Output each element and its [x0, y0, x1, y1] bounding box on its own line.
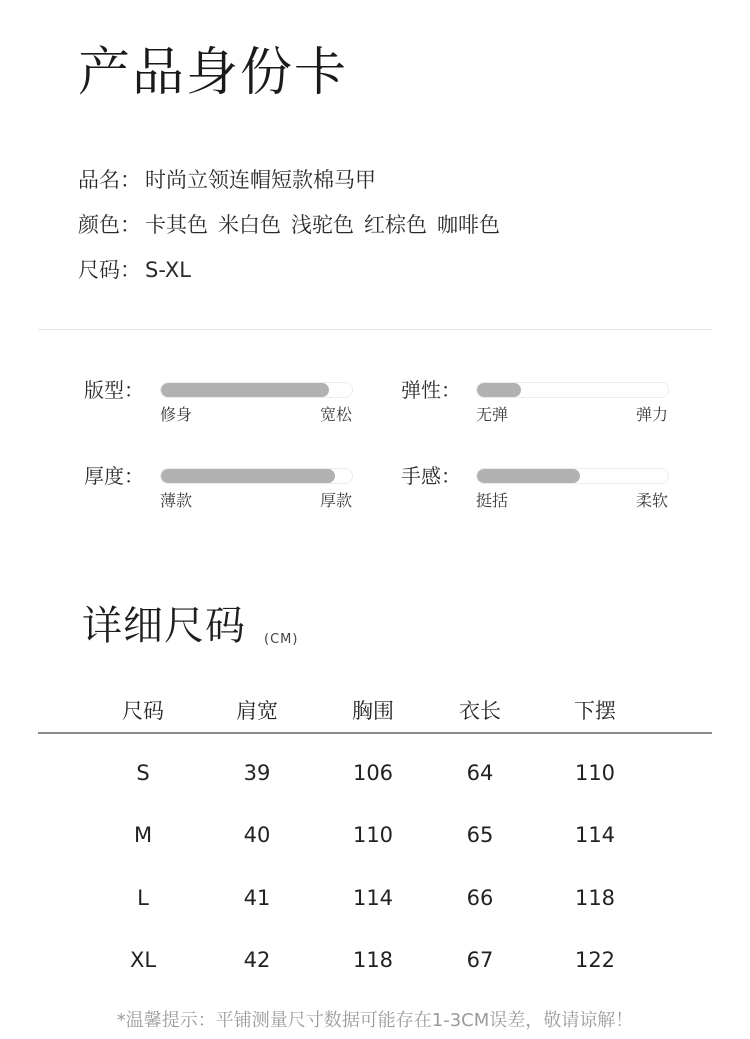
table-cell: 39: [243, 761, 271, 785]
table-cell: S: [136, 761, 150, 785]
attr-stretch-label: 弹性：: [401, 378, 461, 402]
table-header-shoulder: 肩宽: [236, 699, 278, 723]
attr-thickness-high: 厚款: [320, 491, 353, 510]
table-cell: 42: [243, 948, 271, 972]
table-header-chest: 胸围: [352, 699, 394, 723]
attr-feel-bar: [476, 468, 669, 484]
table-cell: 110: [574, 761, 616, 785]
product-size-label: 尺码：: [78, 258, 141, 282]
table-cell: 114: [352, 886, 394, 910]
table-cell: 122: [574, 948, 616, 972]
product-color-label: 颜色：: [78, 213, 141, 237]
table-cell: 114: [574, 823, 616, 847]
attr-feel-low: 挺括: [476, 491, 509, 510]
table-header-length: 衣长: [459, 699, 501, 723]
table-cell: 110: [352, 823, 394, 847]
table-cell: 64: [466, 761, 494, 785]
attr-fit-bar: [160, 382, 353, 398]
product-color-row: [78, 210, 510, 240]
color-option: 浅驼色: [291, 213, 354, 237]
section-divider: [38, 329, 712, 330]
product-name-label: 品名：: [78, 168, 141, 192]
table-header-size: 尺码: [122, 699, 164, 723]
size-unit: (CM): [264, 632, 299, 647]
product-name-value: 时尚立领连帽短款棉马甲: [145, 168, 376, 192]
product-size-row: [78, 255, 191, 285]
page-title: 产品身份卡: [78, 43, 349, 103]
measurement-note: *温馨提示：平铺测量尺寸数据可能存在1-3CM误差，敬请谅解！: [116, 1010, 634, 1031]
table-cell: L: [137, 886, 149, 910]
table-cell: 41: [243, 886, 271, 910]
table-header-rule: [38, 732, 712, 734]
product-name-row: [78, 165, 376, 195]
attr-fit-label: 版型：: [84, 378, 144, 402]
table-cell: 118: [352, 948, 394, 972]
color-option: 米白色: [218, 213, 281, 237]
attr-thickness-low: 薄款: [160, 491, 193, 510]
color-option: 咖啡色: [437, 213, 500, 237]
attr-fit-low: 修身: [160, 405, 193, 424]
table-cell: 106: [352, 761, 394, 785]
size-section-title: 详细尺码: [82, 603, 246, 649]
attr-feel-label: 手感：: [401, 464, 461, 488]
attr-thickness-label: 厚度：: [84, 464, 144, 488]
table-cell: M: [133, 823, 153, 847]
attr-feel-fill: [477, 469, 580, 483]
attr-stretch-high: 弹力: [636, 405, 669, 424]
attr-stretch-fill: [477, 383, 521, 397]
color-option: 红棕色: [364, 213, 427, 237]
table-header-hem: 下摆: [574, 699, 616, 723]
attr-feel-high: 柔软: [636, 491, 669, 510]
attr-stretch-bar: [476, 382, 669, 398]
attr-fit-fill: [161, 383, 329, 397]
table-cell: 66: [466, 886, 494, 910]
attr-stretch-low: 无弹: [476, 405, 509, 424]
attr-thickness-bar: [160, 468, 353, 484]
table-cell: 67: [466, 948, 494, 972]
product-size-value: S-XL: [145, 258, 191, 282]
table-cell: 40: [243, 823, 271, 847]
table-cell: 65: [466, 823, 494, 847]
color-option: 卡其色: [145, 213, 208, 237]
table-cell: 118: [574, 886, 616, 910]
table-cell: XL: [129, 948, 157, 972]
attr-fit-high: 宽松: [320, 405, 353, 424]
attr-thickness-fill: [161, 469, 335, 483]
